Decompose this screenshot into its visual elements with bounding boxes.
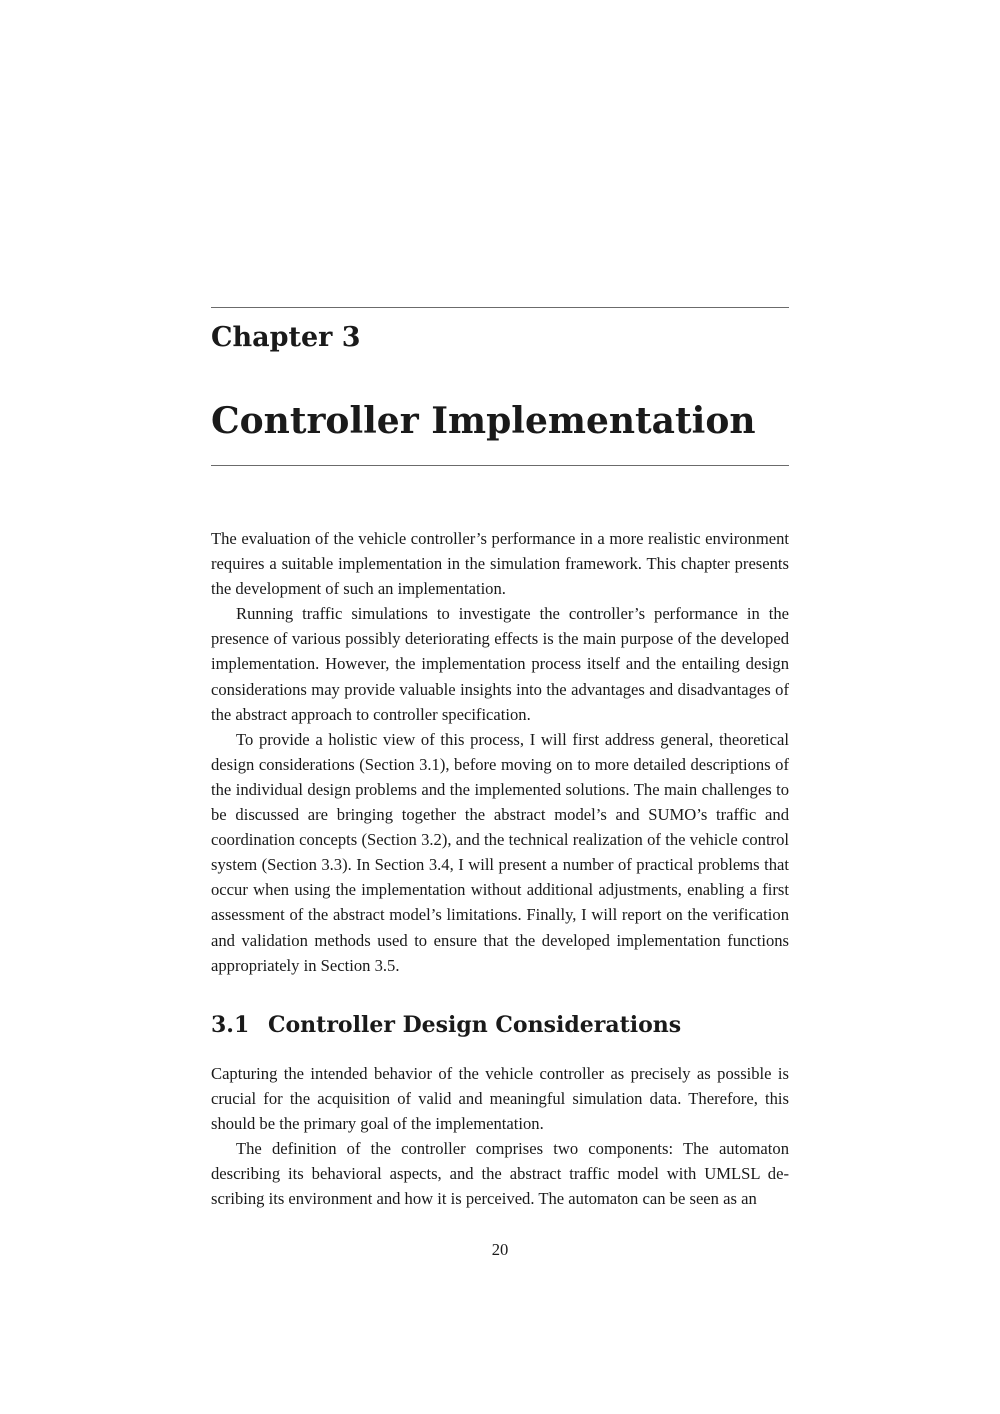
intro-paragraph-2: Running traffic simulations to investigate the controller’s performance in the presence of various possibly deteriorating effects is the main purpose of the developed implementation. However, the implementation process itself and the entailing design considerations may provide valuable insights into the advantages and disadvantages of the abstract approach to controller specification.	[211, 604, 789, 724]
section-number: 3.1	[211, 1012, 250, 1038]
section-heading-3-1	[211, 1012, 681, 1038]
chapter-title: Controller Implementation	[211, 400, 756, 442]
section-3-1-body	[211, 1061, 789, 1212]
chapter-rule-top	[211, 307, 789, 308]
section-title: Controller Design Considerations	[268, 1012, 682, 1038]
page-number: 20	[491, 1240, 509, 1259]
intro-paragraph-3: To provide a holistic view of this process, I will first address general, theoretical design considerations (Section 3.1), before moving on to more detailed descriptions of the individual design problems and the implemented solutions. The main challenges to be discussed are bringing together the abstract model’s and SUMO’s traffic and coordination concepts (Section 3.2), and the technical realization of the vehicle control system (Section 3.3). In Section 3.4, I will present a number of practical problems that occur when using the implementation without additional adjustments, enabling a first assessment of the abstract model’s limitations. Finally, I will report on the verification and validation methods used to ensure that the developed implementation functions appropriately in Section 3.5.	[211, 729, 789, 975]
chapter-rule-bottom	[211, 465, 789, 466]
section-paragraph-2: The definition of the controller comprises two components: The automaton describing its behavioral aspects, and the abstract traffic model with UMLSL describing its environment and how it is perceived. The automaton can be seen as an	[211, 1139, 789, 1209]
intro-paragraph-1: The evaluation of the vehicle controller’s performance in a more realistic environment requires a suitable implementation in the simulation framework. This chapter presents the development of such an implementation.	[211, 529, 789, 599]
section-paragraph-1: Capturing the intended behavior of the vehicle controller as precisely as possible is crucial for the acquisition of valid and meaningful simulation data. Therefore, this should be the primary goal of the implementation.	[211, 1064, 789, 1134]
chapter-label: Chapter 3	[211, 322, 361, 353]
chapter-intro	[211, 526, 789, 978]
